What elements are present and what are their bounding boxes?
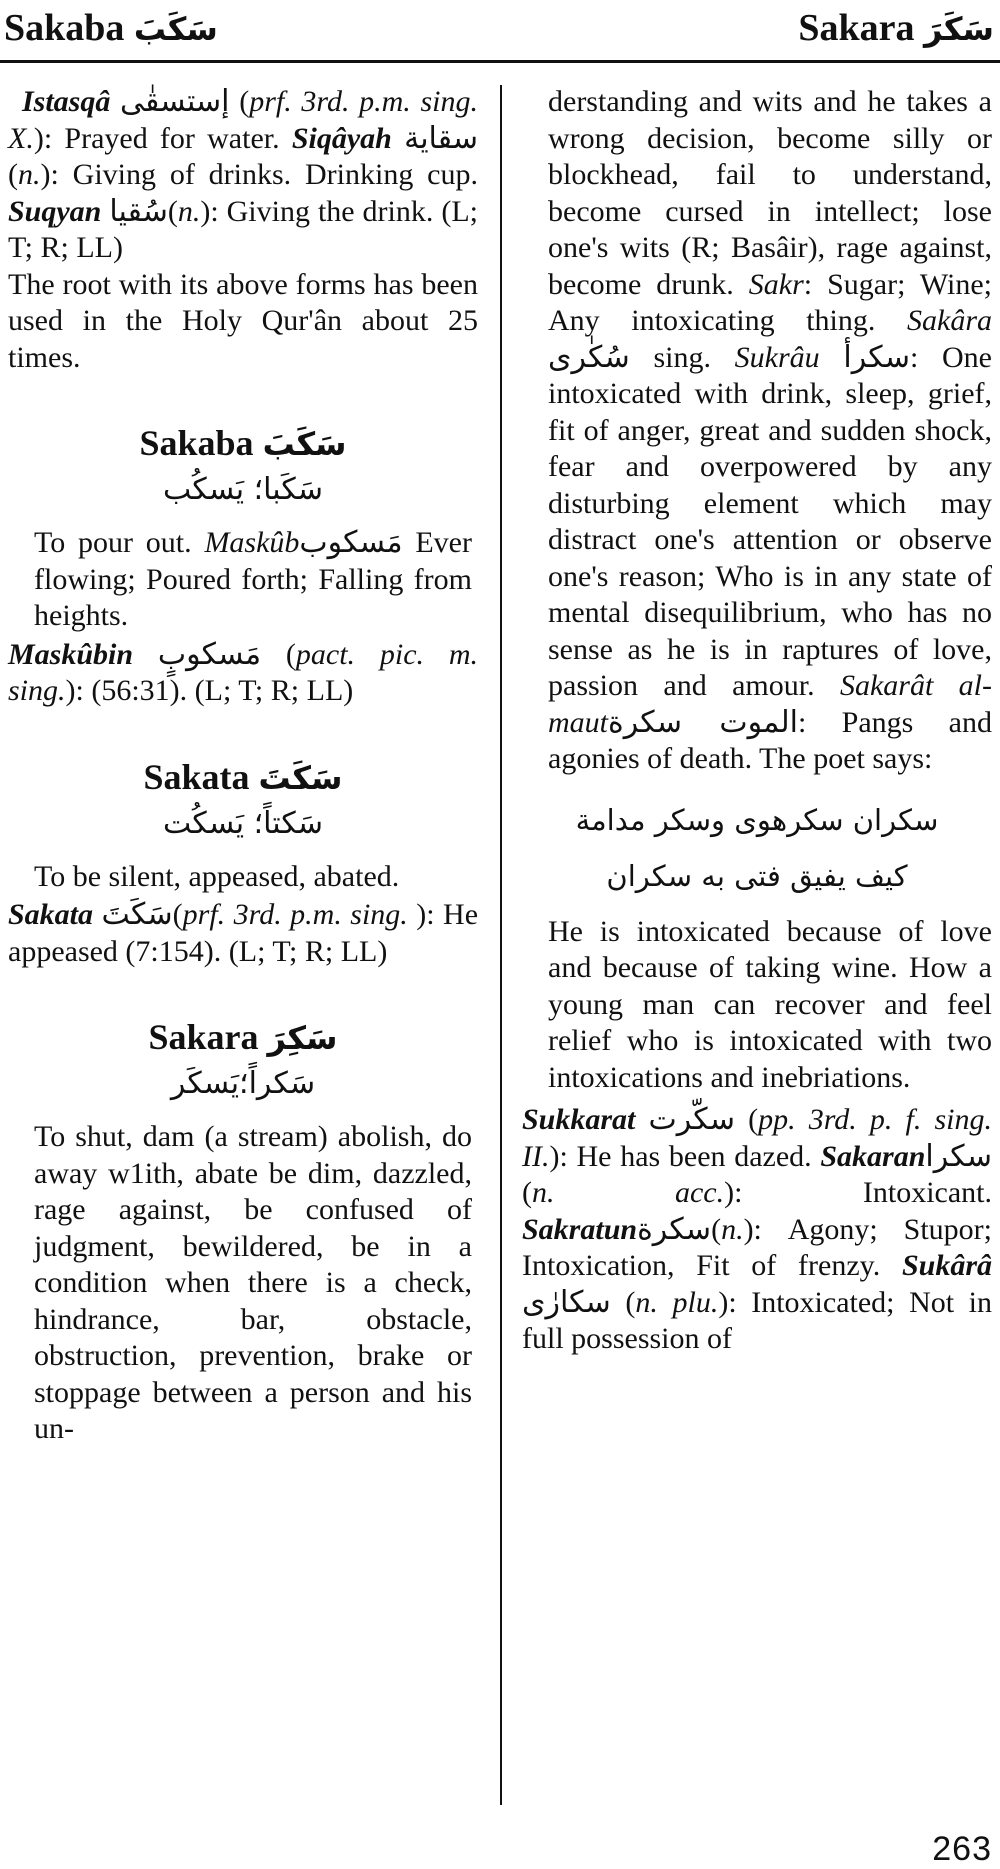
text: ( <box>735 1103 759 1136</box>
root-title <box>8 754 478 801</box>
page-header <box>0 0 1000 63</box>
arabic-sukara: سکارٰی <box>522 1284 611 1320</box>
grammar: n. <box>177 194 201 228</box>
grammar: n. acc. <box>532 1176 725 1209</box>
text: ): Intoxicated; Not in full possession of <box>522 1285 992 1355</box>
header-left-title <box>4 6 218 50</box>
term-sukara: Sukârâ <box>901 1249 992 1282</box>
right-column <box>522 84 992 1358</box>
entry-maskubin <box>8 637 478 710</box>
header-right-title <box>798 6 994 50</box>
entry-istasqa <box>8 84 478 267</box>
root-title-latin: Sakara <box>148 1017 259 1057</box>
term-maskubin: Maskûbin <box>8 637 134 671</box>
term-sakarat-al-maut: Sakarât al-maut <box>548 669 992 739</box>
header-right-latin: Sakara <box>798 7 915 49</box>
root-title-arabic: سَکِرَ <box>267 1019 338 1057</box>
header-left-arabic: سَکَبَ <box>133 10 218 48</box>
arabic-maskubin: مَسکوبٍ <box>157 636 262 672</box>
text: ): Intoxicant. <box>724 1176 992 1209</box>
text: sing. <box>629 340 735 374</box>
term-istasqa: Istasqâ <box>22 85 111 118</box>
poem-translation: He is intoxicated because of love and because of taking wine. How a young man can recover and feel relief who is intoxicated with two intoxications and inebriations. <box>548 914 992 1094</box>
text: ): (56:31). (L; T; R; LL) <box>65 674 354 707</box>
text: ( <box>8 158 18 191</box>
definition-sakara: To shut, dam (a stream) abolish, do away w1ith, abate be dim, dazzled, rage against, be confused of judgment, bewildered, be in a condition when there is a check, hindrance, bar, obstacle, obstruction, prevention, brake or stoppage between a person and his un- <box>34 1120 472 1445</box>
entry-sakata <box>8 897 478 970</box>
root-heading-sakata <box>8 754 478 847</box>
poem-line-2: کیف یفیق فتی به سکران <box>606 858 908 893</box>
page-number: 263 <box>932 1830 992 1868</box>
text: To pour out. <box>34 526 205 559</box>
text: ( <box>229 85 250 118</box>
root-verb-forms: سَکراً؛یَسکَر <box>170 1066 316 1101</box>
arabic-siqayah: سقایة <box>404 120 478 156</box>
arabic-suqyan: سُقیا <box>109 193 168 229</box>
text: : One intoxicated with drink, sleep, grief, fit of anger, great and sudden shock, fear and overpowered by any disturbing element which may distract one's attention or observe one's reason; Who is in any state of mental disequilibrium, who has no sense as he is in raptures of love, passion and amour. <box>548 340 992 702</box>
arabic-istasqa: إستسقٰی <box>120 84 230 119</box>
header-left-latin: Sakaba <box>4 7 125 49</box>
term-siqayah: Siqâyah <box>291 121 392 155</box>
root-heading-sakaba <box>8 420 478 513</box>
grammar: n. plu. <box>635 1285 719 1319</box>
grammar: prf. 3rd. p.m. sing. X. <box>8 85 479 155</box>
arabic-sukkarat: سکّرت <box>648 1102 736 1137</box>
text: ): Prayed for water. <box>33 121 292 155</box>
text: derstanding and wits and he takes a wrong decision, become silly or blockhead, fail to understand, become cursed in intellect; lose one's wits (R; Basâir), rage against, become drunk. <box>548 85 992 301</box>
text: ( <box>711 1212 722 1246</box>
root-title <box>8 420 478 467</box>
grammar: pact. pic. m. sing. <box>8 637 479 707</box>
arabic-sakratun: سکرة <box>637 1211 712 1247</box>
root-usage-note: The root with its above forms has been used in the Holy Qur'ân about 25 times. <box>8 267 478 374</box>
root-verb-forms: سَکتاً؛ یَسکُت <box>162 805 324 841</box>
arabic-sakata: سَکَتَ <box>101 897 173 932</box>
root-title-arabic: سَکَبَ <box>262 425 347 463</box>
text: : Pangs and agonies of death. The poet says: <box>548 705 992 775</box>
column-divider <box>500 85 502 1805</box>
term-maskub: Maskûb <box>204 526 300 559</box>
grammar: pp. 3rd. p. f. sing. II. <box>522 1103 992 1173</box>
text: : Sugar; Wine; Any intoxicating thing. <box>548 267 992 337</box>
arabic-sakarat-al-maut: الموت سکرة <box>608 704 798 740</box>
text: ( <box>522 1176 532 1209</box>
term-sakata: Sakata <box>8 898 94 931</box>
text: ( <box>172 898 183 931</box>
definition-sakaba <box>34 525 472 635</box>
term-sukrau: Sukrâu <box>734 340 820 374</box>
root-title-latin: Sakata <box>143 756 250 797</box>
text: ): He appeased (7:154). (L; T; R; LL) <box>8 898 479 968</box>
arabic-sakara: سُکٰری <box>548 339 630 375</box>
text: ( <box>167 194 178 228</box>
definition-sakara-continued <box>548 84 992 778</box>
grammar: n. <box>18 158 41 191</box>
arabic-maskub: مَسکوب <box>299 525 403 560</box>
term-sakaran: Sakaran <box>820 1139 926 1173</box>
text: ( <box>261 637 296 671</box>
text: ): Agony; Stupor; Intoxication, Fit of frenzy. <box>522 1212 992 1282</box>
root-title-arabic: سَکَتَ <box>258 758 343 797</box>
header-right-arabic: سَکَرَ <box>924 10 994 48</box>
term-sakr: Sakr <box>748 267 804 301</box>
text: ): Giving of drinks. Drinking cup. <box>40 158 478 191</box>
root-heading-sakara <box>8 1014 478 1107</box>
term-sakara: Sakâra <box>907 304 992 337</box>
term-sukkarat: Sukkarat <box>522 1103 636 1136</box>
arabic-sakaran: سکرا <box>925 1138 992 1174</box>
left-column <box>8 84 478 1448</box>
text: ): Giving the drink. (L; T; R; LL) <box>8 194 478 264</box>
grammar: prf. 3rd. p.m. sing. <box>182 898 408 931</box>
grammar: n. <box>721 1212 744 1246</box>
definition-sakata: To be silent, appeased, abated. <box>34 859 400 893</box>
poem-line-1: سکران سکرهوی وسکر مدامة <box>575 802 939 837</box>
arabic-sukrau: سکرأ <box>843 339 910 375</box>
text: Ever flowing; Poured forth; Falling from heights. <box>34 526 472 632</box>
term-suqyan: Suqyan <box>8 194 102 228</box>
text: ): He has been dazed. <box>549 1139 821 1173</box>
text: ( <box>610 1285 636 1319</box>
root-title <box>8 1014 478 1061</box>
poem-verse <box>522 792 992 904</box>
term-sakratun: Sakratun <box>522 1212 638 1246</box>
root-title-latin: Sakaba <box>139 423 254 463</box>
entry-sukkarat <box>522 1102 992 1358</box>
root-verb-forms: سَکَبا؛ یَسکُب <box>162 472 324 507</box>
